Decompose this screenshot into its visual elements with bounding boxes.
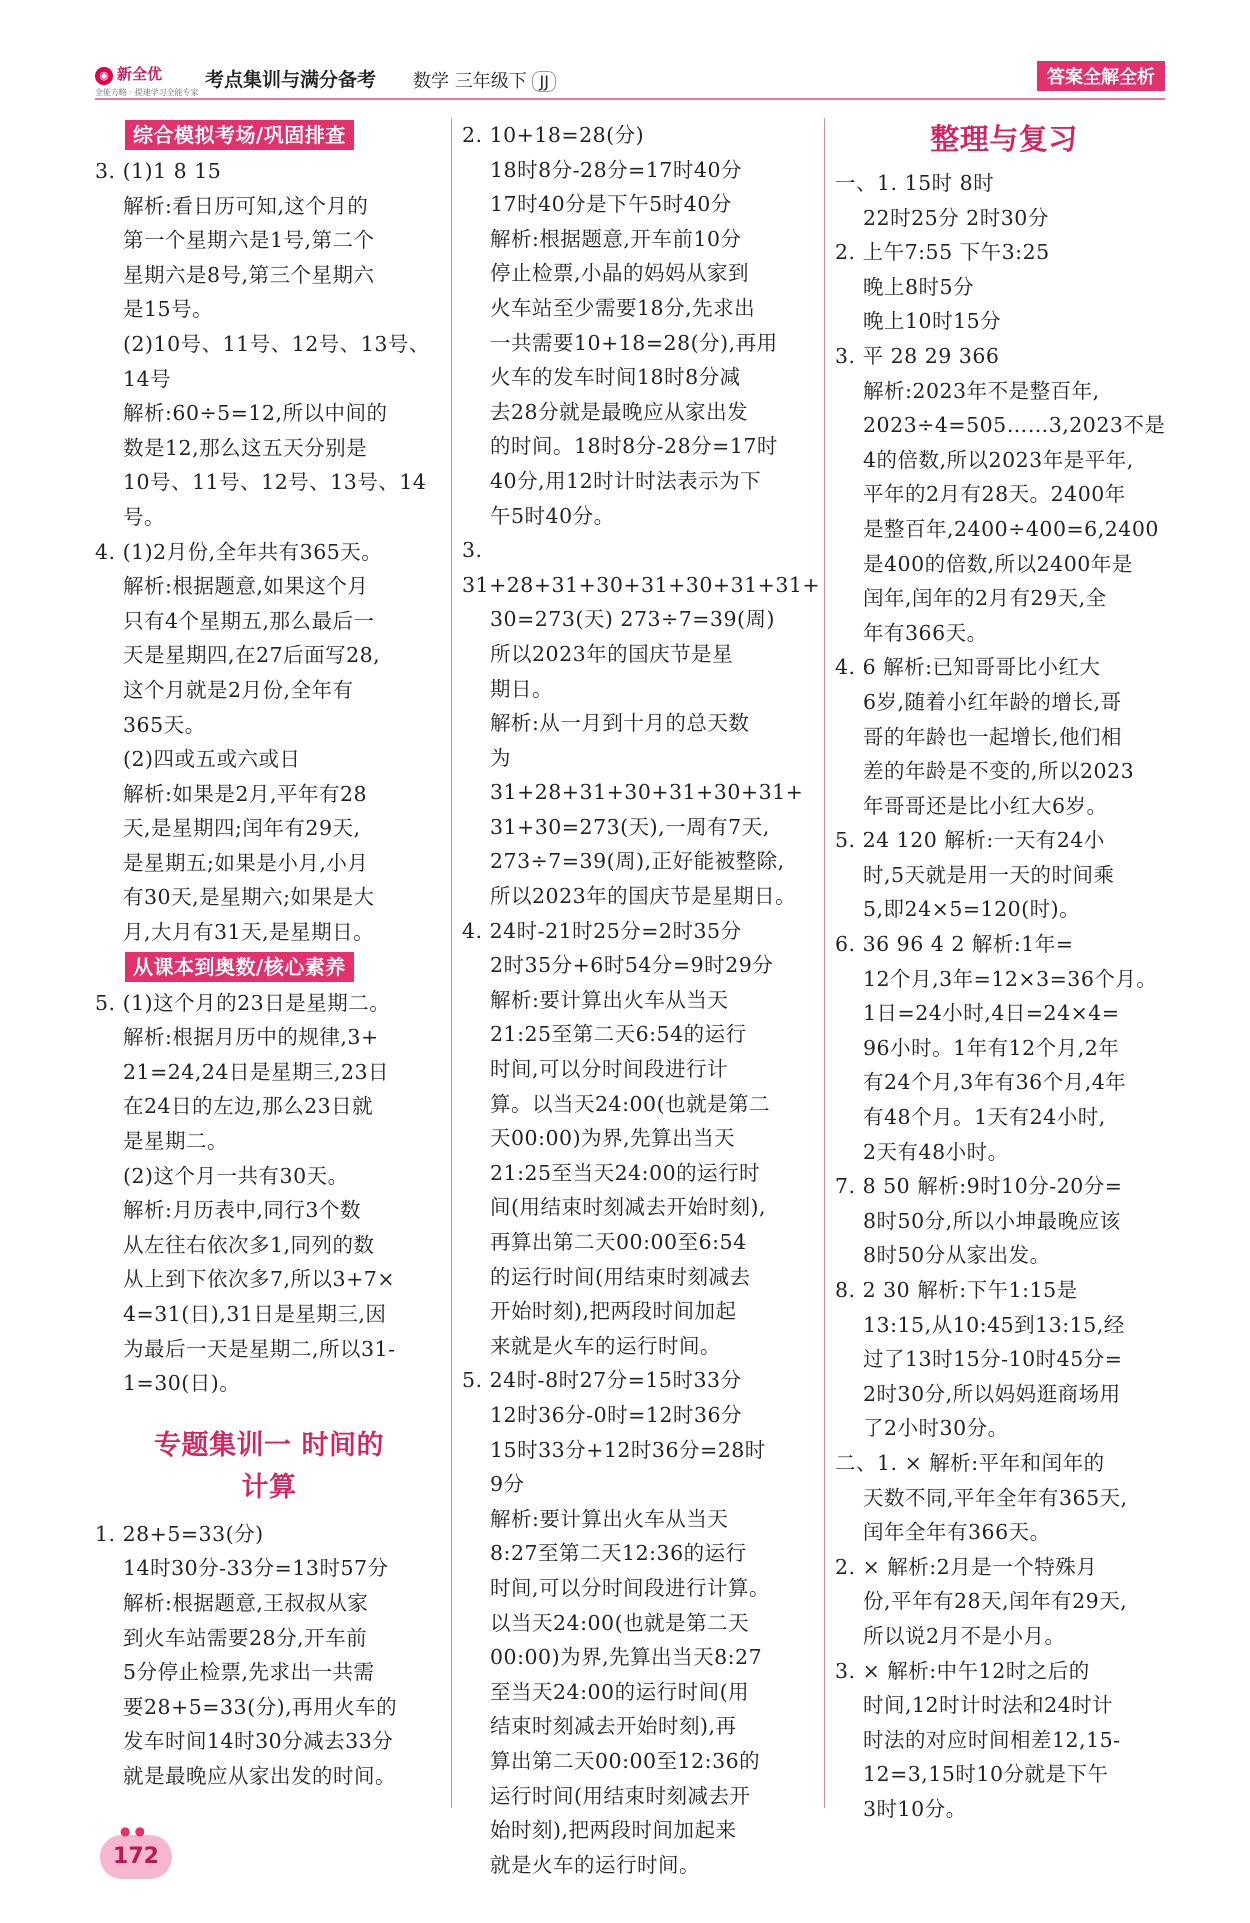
answer-block-olympiad xyxy=(95,986,443,1401)
answer-line: 2. × 解析:2月是一个特殊月 xyxy=(835,1554,1098,1579)
answer-line: 到火车站需要28分,开车前 xyxy=(123,1625,368,1650)
answer-line: 8:27至第二天12:36的运行 xyxy=(490,1541,747,1566)
answer-line: 期日。 xyxy=(490,676,553,701)
answer-line: 1. 28+5=33(分) xyxy=(95,1521,264,1546)
answer-line: 算出第二天00:00至12:36的 xyxy=(490,1748,761,1773)
answer-line: 从左往右依次多1,同列的数 xyxy=(123,1232,375,1257)
answer-block-topic xyxy=(95,1517,443,1794)
answer-line: 12个月,3年=12×3=36个月。 xyxy=(863,966,1158,991)
answer-block-review xyxy=(95,154,443,950)
answer-line: 22时25分 2时30分 xyxy=(863,205,1049,230)
answer-line: 时间,可以分时间段进行计 xyxy=(490,1057,729,1082)
answer-line: 天00:00)为界,先算出当天 xyxy=(490,1126,736,1151)
answer-line: 解析:要计算出火车从当天 xyxy=(490,987,729,1012)
answer-line: 所以2023年的国庆节是星 xyxy=(490,641,734,666)
answer-line: 4. (1)2月份,全年共有365天。 xyxy=(95,539,383,564)
answer-line: 5分停止检票,先求出一共需 xyxy=(123,1660,375,1685)
answer-line: 去28分就是最晚应从家出发 xyxy=(490,399,749,424)
answer-line: 有24个月,3年有36个月,4年 xyxy=(863,1070,1127,1095)
answer-line: 过了13时15分-10时45分= xyxy=(863,1347,1123,1372)
answer-line: 3. 31+28+31+30+31+30+31+31+ xyxy=(462,538,821,597)
answer-line: 1日=24小时,4日=24×4= xyxy=(863,1001,1120,1026)
answer-line: 9分 xyxy=(490,1472,525,1497)
answer-line: 时法的对应时间相差12,15- xyxy=(863,1727,1121,1752)
answer-line: 7. 8 50 解析:9时10分-20分= xyxy=(835,1174,1123,1199)
column-3 xyxy=(835,118,1173,1827)
answer-line: 就是火车的运行时间。 xyxy=(490,1852,700,1877)
book-subject xyxy=(413,67,556,93)
answer-line: 21=24,24日是星期三,23日 xyxy=(123,1059,390,1084)
answer-line: 12时36分-0时=12时36分 xyxy=(490,1402,742,1427)
answer-line: 是星期二。 xyxy=(123,1129,228,1154)
answer-block-column-2 xyxy=(462,118,821,1882)
decoration-icon: ● ● xyxy=(120,1824,146,1838)
answer-line: 解析:如果是2月,平年有28 xyxy=(123,781,368,806)
answer-line: 15时33分+12时36分=28时 xyxy=(490,1437,766,1462)
answer-line: 14号 xyxy=(123,366,172,391)
answer-line: 00:00)为界,先算出当天8:27 xyxy=(490,1645,763,1670)
answer-line: 第一个星期六是1号,第二个 xyxy=(123,228,375,253)
page-number-badge xyxy=(100,1824,172,1879)
answer-line: 始时刻),把两段时间加起来 xyxy=(490,1818,737,1843)
answer-line: 30=273(天) 273÷7=39(周) xyxy=(490,607,776,632)
answer-line: 13:15,从10:45到13:15,经 xyxy=(863,1312,1125,1337)
answer-line: 了2小时30分。 xyxy=(863,1416,1009,1441)
logo-text: 新全优 xyxy=(117,65,163,83)
edition-badge: JJ xyxy=(532,71,555,92)
answer-line: 哥的年龄也一起增长,他们相 xyxy=(863,724,1123,749)
answer-line: 结束时刻减去开始时刻),再 xyxy=(490,1714,737,1739)
answer-line: 份,平年有28天,闰年有29天, xyxy=(863,1589,1128,1614)
answer-line: 午5时40分。 xyxy=(490,503,615,528)
answer-line: 解析:看日历可知,这个月的 xyxy=(123,193,369,218)
answer-line: (2)这个月一共有30天。 xyxy=(123,1163,349,1188)
column-2 xyxy=(462,118,821,1882)
answer-line: 273÷7=39(周),正好能被整除, xyxy=(490,849,785,874)
answer-line: 3. × 解析:中午12时之后的 xyxy=(835,1658,1090,1683)
answer-line: 5,即24×5=120(时)。 xyxy=(863,897,1081,922)
answer-line: 8. 2 30 解析:下午1:15是 xyxy=(835,1278,1078,1302)
answer-line: 96小时。1年有12个月,2年 xyxy=(863,1035,1120,1060)
answer-line: 星期六是8号,第三个星期六 xyxy=(123,262,375,287)
answer-line: 所以说2月不是小月。 xyxy=(863,1623,1066,1648)
answer-line: 4. 6 解析:已知哥哥比小红大 xyxy=(835,655,1101,680)
answer-line: 12=3,15时10分就是下午 xyxy=(863,1762,1109,1787)
answer-line: 二、1. × 解析:平年和闰年的 xyxy=(835,1450,1105,1475)
answer-line: 来就是火车的运行时间。 xyxy=(490,1333,721,1358)
answer-line: 至当天24:00的运行时间(用 xyxy=(490,1679,750,1704)
answer-line: 一、1. 15时 8时 xyxy=(835,171,995,195)
answer-line: 有30天,是星期六;如果是大 xyxy=(123,885,375,910)
brand-logo xyxy=(95,63,199,98)
answer-line: 1=30(日)。 xyxy=(123,1371,241,1396)
answer-line: 4的倍数,所以2023年是平年, xyxy=(863,447,1134,472)
answer-line: 5. 24 120 解析:一天有24小 xyxy=(835,828,1105,853)
answer-line: 解析:月历表中,同行3个数 xyxy=(123,1198,361,1223)
answer-line: 4. 24时-21时25分=2时35分 xyxy=(462,918,742,943)
answer-line: 以当天24:00(也就是第二天 xyxy=(490,1610,750,1635)
answer-line: 14时30分-33分=13时57分 xyxy=(123,1556,389,1581)
answer-line: 解析:根据题意,王叔叔从家 xyxy=(123,1590,369,1615)
answer-line: 算。以当天24:00(也就是第二 xyxy=(490,1091,771,1116)
answer-line: 6岁,随着小红年龄的增长,哥 xyxy=(863,689,1122,714)
column-divider-2 xyxy=(824,118,825,1808)
answer-line: 数是12,那么这五天分别是 xyxy=(123,435,368,460)
answer-line: 再算出第二天00:00至6:54 xyxy=(490,1230,747,1254)
subject-text: 数学 三年级下 xyxy=(413,71,527,92)
answer-line: 3. (1)1 8 15 xyxy=(95,159,222,183)
answer-line: 天,是星期四;闰年有29天, xyxy=(123,816,361,841)
answer-line: 2. 10+18=28(分) xyxy=(462,123,645,147)
answer-line: 21:25至当天24:00的运行时 xyxy=(490,1160,761,1185)
answer-line: 2. 上午7:55 下午3:25 xyxy=(835,240,1050,265)
answer-line: 是15号。 xyxy=(123,297,214,322)
answer-line: 18时8分-28分=17时40分 xyxy=(490,157,742,182)
page-header xyxy=(95,55,1165,103)
answer-line: 17时40分是下午5时40分 xyxy=(490,192,732,217)
answer-line: 4=31(日),31日是星期三,因 xyxy=(123,1302,387,1326)
answer-line: 2时30分,所以妈妈逛商场用 xyxy=(863,1381,1121,1406)
answer-line: 闰年全年有366天。 xyxy=(863,1520,1051,1545)
logo-icon: ◉ xyxy=(95,67,113,85)
answer-line: 所以2023年的国庆节是星期日。 xyxy=(490,884,797,909)
answer-line: 解析:要计算出火车从当天 xyxy=(490,1506,729,1531)
section-heading-olympiad: 从课本到奥数/核心素养 xyxy=(125,952,354,982)
answer-line: 平年的2月有28天。2400年 xyxy=(863,482,1126,507)
answer-line: 8时50分,所以小坤最晚应该 xyxy=(863,1208,1121,1233)
book-title: 考点集训与满分备考 xyxy=(205,69,377,91)
answer-line: 开始时刻),把两段时间加起 xyxy=(490,1299,737,1324)
answer-line: 是整百年,2400÷400=6,2400 xyxy=(863,516,1159,541)
answer-line: 晚上8时5分 xyxy=(863,274,975,299)
review-title: 整理与复习 xyxy=(930,122,1078,156)
answer-line: 时,5天就是用一天的时间乘 xyxy=(863,862,1115,887)
section-heading-review: 综合模拟考场/巩固排查 xyxy=(125,120,354,150)
answer-line: 21:25至第二天6:54的运行 xyxy=(490,1022,747,1047)
answer-line: 5. 24时-8时27分=15时33分 xyxy=(462,1368,742,1393)
answer-line: 从上到下依次多7,所以3+7× xyxy=(123,1267,395,1292)
answer-line: 解析:根据题意,如果这个月 xyxy=(123,574,369,599)
answer-line: 365天。 xyxy=(123,712,206,737)
answer-line: 6. 36 96 4 2 解析:1年= xyxy=(835,932,1074,957)
answer-block-column-3 xyxy=(835,166,1173,1827)
column-1 xyxy=(95,118,443,1794)
answer-line: 停止检票,小晶的妈妈从家到 xyxy=(490,261,750,286)
column-divider-1 xyxy=(451,118,452,1808)
answer-line: 年有366天。 xyxy=(863,620,988,645)
answer-line: 火车站至少需要18分,先求出 xyxy=(490,295,756,320)
logo-subtitle: 全能方略 · 提速学习全能专家 xyxy=(95,88,199,97)
answer-line: 时间,可以分时间段进行计算。 xyxy=(490,1575,771,1600)
answer-line: 发车时间14时30分减去33分 xyxy=(123,1729,394,1754)
answer-line: 31+30=273(天),一周有7天, xyxy=(490,814,770,839)
answer-line: 间(用结束时刻减去开始时刻), xyxy=(490,1195,767,1220)
answer-line: 就是最晚应从家出发的时间。 xyxy=(123,1763,396,1788)
answer-line: 这个月就是2月份,全年有 xyxy=(123,677,354,702)
answer-line: (2)10号、11号、12号、13号、 xyxy=(123,331,430,356)
answer-line: 2天有48小时。 xyxy=(863,1139,1009,1164)
topic-title-line-2: 计算 xyxy=(241,1471,297,1503)
topic-title-line-1: 专题集训一 时间的 xyxy=(154,1429,384,1461)
answer-line: 要28+5=33(分),再用火车的 xyxy=(123,1694,398,1719)
answer-line: 只有4个星期五,那么最后一 xyxy=(123,608,375,633)
answer-line: 2时35分+6时54分=9时29分 xyxy=(490,953,774,978)
answer-line: 是星期五;如果是小月,小月 xyxy=(123,850,369,875)
answer-line: 为31+28+31+30+31+30+31+ xyxy=(490,745,804,805)
answer-line: 2023÷4=505……3,2023不是 xyxy=(863,413,1166,438)
answer-line: 8时50分从家出发。 xyxy=(863,1243,1051,1268)
header-divider xyxy=(95,98,1165,100)
answer-line: 的运行时间(用结束时刻减去 xyxy=(490,1264,751,1289)
answer-line: 月,大月有31天,是星期日。 xyxy=(123,920,375,945)
answer-line: 天数不同,平年全年有365天, xyxy=(863,1485,1128,1510)
answer-line: 运行时间(用结束时刻减去开 xyxy=(490,1783,751,1808)
answer-line: 解析:从一月到十月的总天数 xyxy=(490,711,750,736)
answer-line: 有48个月。1天有24小时, xyxy=(863,1105,1106,1130)
answer-line: 10号、11号、12号、13号、14号。 xyxy=(123,470,427,529)
answer-line: 火车的发车时间18时8分减 xyxy=(490,365,741,390)
answer-line: 为最后一天是星期二,所以31- xyxy=(123,1336,396,1361)
answer-line: 解析:根据月历中的规律,3+ xyxy=(123,1025,379,1050)
answer-line: 40分,用12时计时法表示为下 xyxy=(490,468,762,493)
answer-line: 是400的倍数,所以2400年是 xyxy=(863,551,1133,576)
answer-line: 5. (1)这个月的23日是星期二。 xyxy=(95,990,391,1015)
answer-line: 闰年,闰年的2月有29天,全 xyxy=(863,586,1107,611)
answer-line: 解析:60÷5=12,所以中间的 xyxy=(123,401,388,426)
answer-line: 年哥哥还是比小红大6岁。 xyxy=(863,793,1108,818)
page-number: 172 xyxy=(113,1844,159,1869)
answer-line: 的时间。18时8分-28分=17时 xyxy=(490,434,778,459)
answer-line: 3时10分。 xyxy=(863,1796,967,1821)
answer-line: 解析:2023年不是整百年, xyxy=(863,378,1100,403)
answer-line: 天是星期四,在27后面写28, xyxy=(123,643,381,668)
answer-line: (2)四或五或六或日 xyxy=(123,747,301,772)
answer-line: 解析:根据题意,开车前10分 xyxy=(490,226,742,251)
answer-badge: 答案全解全析 xyxy=(1037,61,1165,91)
answer-line: 晚上10时15分 xyxy=(863,309,1002,334)
answer-line: 3. 平 28 29 366 xyxy=(835,343,1000,368)
topic-title xyxy=(95,1425,443,1509)
answer-line: 时间,12时计时法和24时计 xyxy=(863,1693,1114,1718)
answer-line: 一共需要10+18=28(分),再用 xyxy=(490,330,778,355)
answer-line: 差的年龄是不变的,所以2023 xyxy=(863,759,1135,784)
answer-line: 在24日的左边,那么23日就 xyxy=(123,1094,374,1119)
